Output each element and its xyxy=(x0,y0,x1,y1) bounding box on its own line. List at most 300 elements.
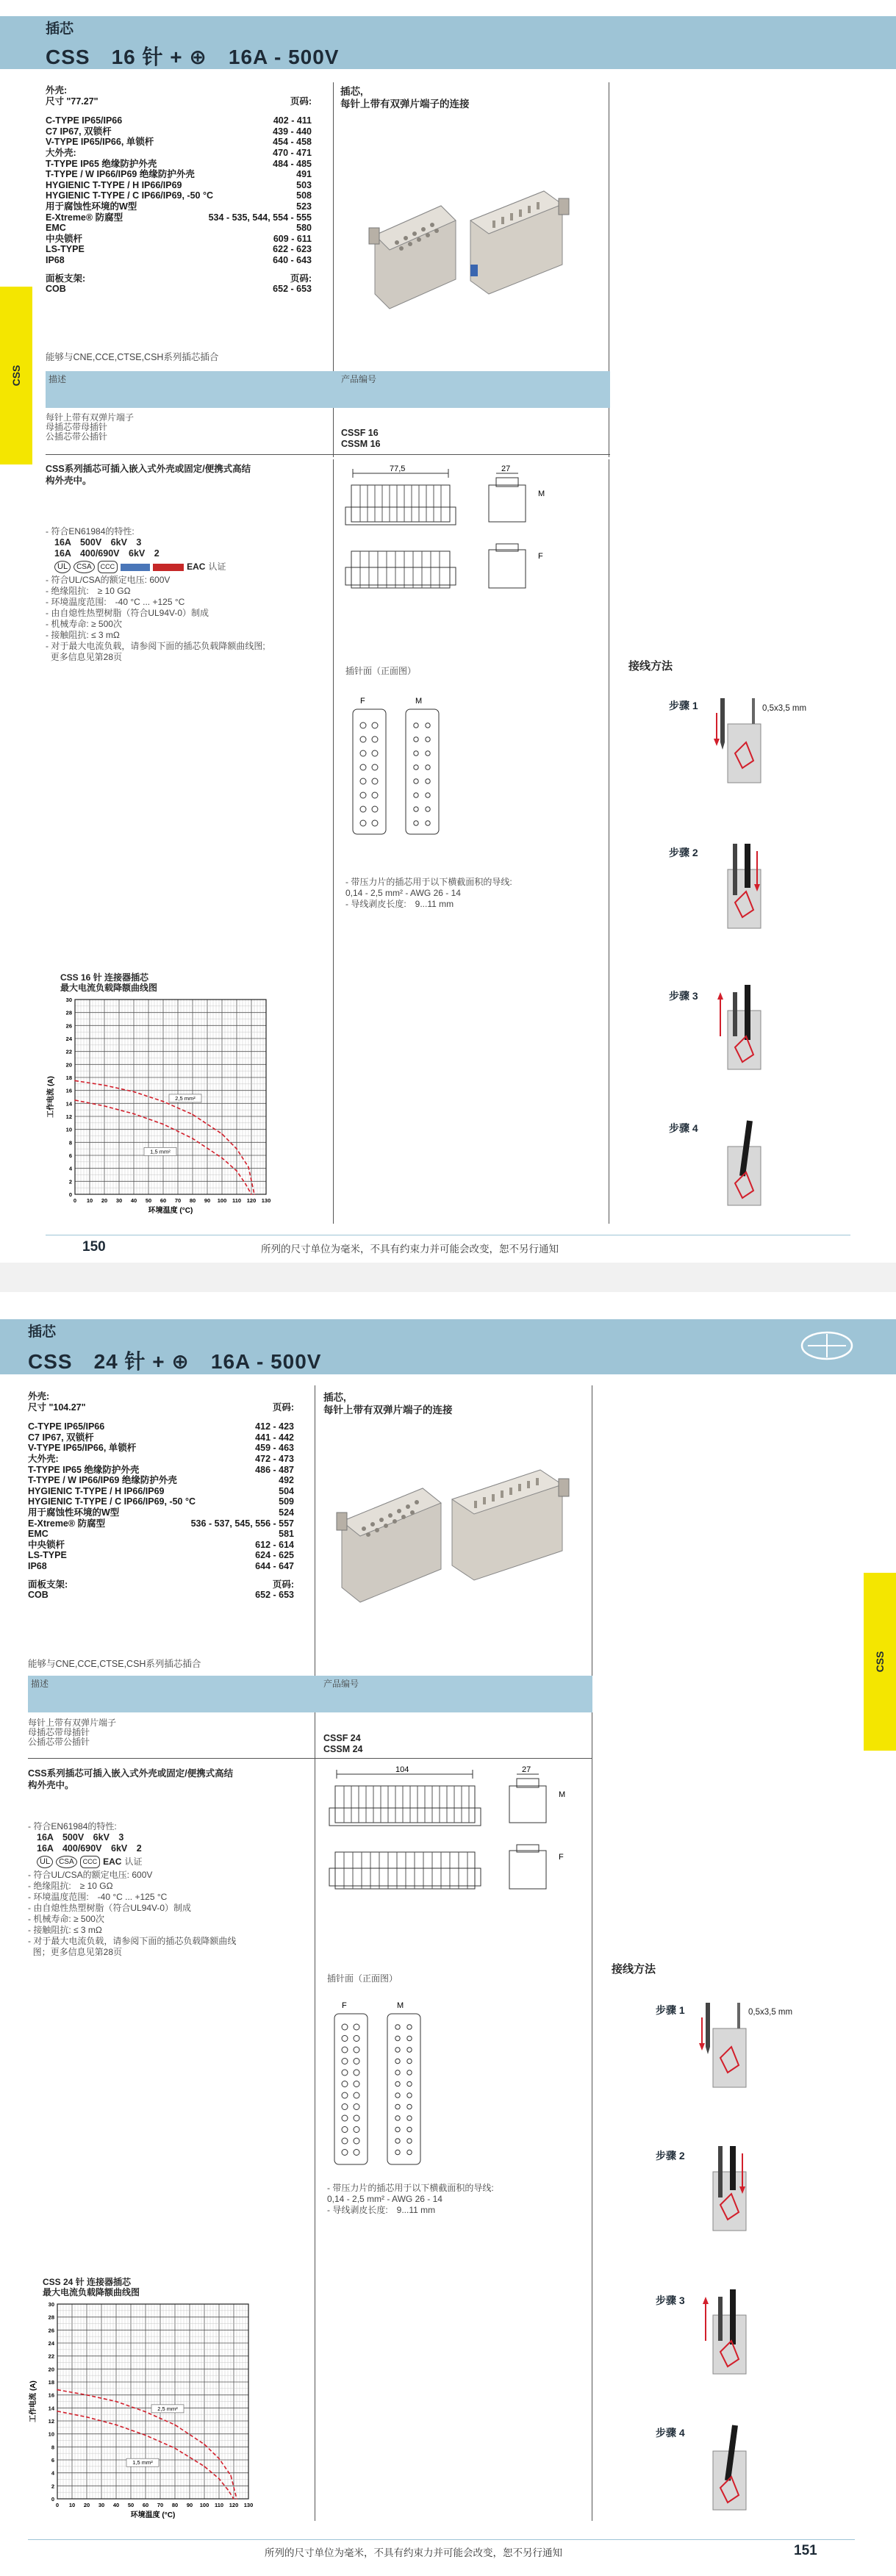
housing-name: LS-TYPE xyxy=(28,1550,67,1561)
female-socket xyxy=(372,722,378,728)
page-header xyxy=(0,16,896,69)
female-socket xyxy=(354,2024,359,2030)
x-tick-label: 40 xyxy=(112,2502,120,2508)
category-label: 插芯 xyxy=(28,1324,57,1340)
step-4-label: 步骤 4 xyxy=(656,2427,685,2439)
x-axis-label: 环境温度 (°C) xyxy=(148,1207,193,1215)
y-tick-label: 16 xyxy=(48,2392,54,2399)
spec-item: 图；更多信息见第28页 xyxy=(28,1947,123,1957)
x-tick-label: 130 xyxy=(261,1197,271,1204)
label-m: M xyxy=(559,1790,566,1799)
step-1-illustration xyxy=(717,698,768,786)
data-point xyxy=(86,2417,87,2418)
y-tick-label: 0 xyxy=(51,2496,54,2503)
female-socket xyxy=(342,2036,348,2042)
y-tick-label: 6 xyxy=(51,2457,54,2464)
y-tick-label: 16 xyxy=(65,1087,72,1094)
page-number: 151 xyxy=(794,2543,817,2558)
series-line-2-5mm xyxy=(57,2390,237,2499)
male-pin xyxy=(414,723,418,728)
data-point xyxy=(133,1091,135,1093)
data-point xyxy=(204,2444,205,2445)
insert-title: 插芯, 每针上带有双弹片端子的连接 xyxy=(323,1392,453,1416)
housing-name: C-TYPE IP65/IP66 xyxy=(28,1421,105,1432)
spec-item: - 由自熄性热塑树脂（符合UL94V-0）制成 xyxy=(46,608,209,618)
female-socket xyxy=(354,2036,359,2042)
step-4-illustration xyxy=(702,2425,753,2514)
code-male: CSSM 16 xyxy=(341,439,381,449)
housing-page: 612 - 614 xyxy=(255,1539,294,1550)
page-gap xyxy=(0,1263,896,1292)
housing-name: EMC xyxy=(46,223,66,234)
y-tick-label: 26 xyxy=(65,1022,72,1030)
step-3-label: 步骤 3 xyxy=(669,990,698,1002)
housing-page: 484 - 485 xyxy=(273,158,312,169)
dim-depth: 27 xyxy=(501,464,511,473)
x-tick-label: 10 xyxy=(68,2502,76,2508)
y-tick-label: 8 xyxy=(68,1139,72,1147)
data-point xyxy=(74,1080,76,1082)
derating-chart xyxy=(26,2297,269,2532)
male-pin xyxy=(426,779,430,783)
male-pin xyxy=(414,779,418,783)
spec-item: - 机械寿命: ≥ 500次 xyxy=(28,1914,104,1924)
x-tick-label: 80 xyxy=(189,1197,196,1204)
female-insert-image xyxy=(337,1488,441,1602)
ccc-icon: CCC xyxy=(98,561,118,573)
ul-icon: UL xyxy=(54,561,71,573)
spec-item: - 对于最大电流负载，请参阅下面的插芯负载降额曲线 xyxy=(28,1936,237,1946)
data-point xyxy=(145,2435,146,2436)
tool-size: 0,5x3,5 mm xyxy=(762,704,807,713)
housing-page: 402 - 411 xyxy=(273,115,312,126)
male-pin xyxy=(426,807,430,811)
male-pin xyxy=(407,2036,412,2040)
step-1-label: 步骤 1 xyxy=(656,2004,685,2016)
housing-row xyxy=(46,244,312,255)
data-point xyxy=(86,2394,87,2396)
housing-row xyxy=(28,1432,294,1443)
female-socket xyxy=(354,2070,359,2075)
housing-page: 640 - 643 xyxy=(273,254,312,265)
housing-name: T-TYPE IP65 绝缘防护外壳 xyxy=(28,1464,140,1475)
derating-chart xyxy=(44,992,287,1227)
x-tick-label: 50 xyxy=(127,2502,135,2508)
y-tick-label: 18 xyxy=(65,1074,72,1081)
male-pin xyxy=(426,821,430,825)
svg-text:F: F xyxy=(342,2001,347,2010)
housing-name: 大外壳: xyxy=(46,147,76,158)
housing-row xyxy=(28,1529,294,1540)
brand-logo xyxy=(798,1330,856,1362)
data-point xyxy=(145,2411,146,2413)
female-socket xyxy=(372,820,378,826)
housing-page: 624 - 625 xyxy=(255,1550,294,1561)
category-label: 插芯 xyxy=(46,21,74,37)
series-note: CSS系列插芯可插入嵌入式外壳或固定/便携式高结 构外壳中。 xyxy=(28,1768,234,1790)
housing-row xyxy=(28,1465,294,1476)
housing-name: T-TYPE / W IP66/IP69 绝缘防护外壳 xyxy=(28,1475,177,1486)
step-2-label: 步骤 2 xyxy=(656,2150,685,2161)
data-point xyxy=(57,2411,58,2412)
female-socket xyxy=(342,2115,348,2121)
step-2-illustration xyxy=(717,844,768,932)
y-tick-label: 24 xyxy=(65,1036,72,1042)
male-pin xyxy=(407,2150,412,2154)
dnv-icon xyxy=(121,564,150,571)
data-point xyxy=(74,1099,76,1101)
x-axis-label: 环境温度 (°C) xyxy=(130,2511,176,2519)
x-tick-label: 100 xyxy=(199,2502,209,2508)
x-tick-label: 20 xyxy=(101,1197,108,1204)
male-pin xyxy=(407,2139,412,2143)
series-line-2-5mm xyxy=(75,1080,254,1194)
male-pin xyxy=(395,2104,400,2109)
housing-name: V-TYPE IP65/IP66, 单锁杆 xyxy=(28,1443,137,1454)
male-pin xyxy=(426,723,430,728)
female-socket xyxy=(342,2024,348,2030)
page-title: CSS 24 针 + ⊕ 16A - 500V xyxy=(28,1350,322,1373)
male-pin xyxy=(414,765,418,769)
data-point xyxy=(192,1114,193,1116)
y-tick-label: 24 xyxy=(48,2340,54,2347)
data-point xyxy=(221,1158,223,1159)
housing-row xyxy=(28,1550,294,1561)
spec-item: - 机械寿命: ≥ 500次 xyxy=(46,619,122,629)
housing-name: HYGIENIC T-TYPE / H IP66/IP69 xyxy=(46,179,182,190)
housing-row xyxy=(28,1454,294,1465)
housing-page: 459 - 463 xyxy=(255,1443,294,1454)
housing-row xyxy=(28,1540,294,1551)
male-pin xyxy=(426,765,430,769)
housing-page: 644 - 647 xyxy=(255,1560,294,1571)
female-socket xyxy=(360,764,366,770)
spec-item: - 接触阻抗: ≤ 3 mΩ xyxy=(28,1925,102,1935)
female-socket xyxy=(372,778,378,784)
svg-text:M: M xyxy=(397,2001,404,2010)
cert-logos: UL CSA CCC EAC 认证 xyxy=(46,561,265,573)
y-tick-label: 28 xyxy=(48,2314,54,2321)
spec-item: - 环境温度范围: -40 °C ... +125 °C xyxy=(46,597,185,607)
female-socket xyxy=(342,2127,348,2133)
housing-row xyxy=(46,223,312,234)
housing-row xyxy=(46,148,312,159)
female-socket xyxy=(372,736,378,742)
dimension-drawing xyxy=(345,463,544,647)
data-point xyxy=(115,2401,117,2403)
male-pin xyxy=(395,2093,400,2098)
male-pin xyxy=(395,2025,400,2029)
dim-width: 104 xyxy=(395,1765,409,1774)
housing-page: 454 - 458 xyxy=(273,137,312,148)
male-pin xyxy=(426,751,430,756)
housing-row xyxy=(28,1561,294,1572)
housing-name: T-TYPE / W IP66/IP69 绝缘防护外壳 xyxy=(46,169,195,180)
housing-row xyxy=(28,1486,294,1497)
pin-face-drawing xyxy=(345,695,448,842)
male-pin xyxy=(395,2036,400,2040)
male-pin xyxy=(395,2048,400,2052)
housing-row xyxy=(46,137,312,148)
step-3-illustration xyxy=(702,2289,753,2378)
x-tick-label: 80 xyxy=(171,2502,179,2508)
data-point xyxy=(218,2478,220,2480)
y-tick-label: 0 xyxy=(68,1191,72,1198)
x-tick-label: 0 xyxy=(55,2502,60,2508)
data-point xyxy=(204,2466,205,2467)
spec-item: - 绝缘阻抗: ≥ 10 GΩ xyxy=(46,586,131,596)
x-tick-label: 10 xyxy=(86,1197,93,1204)
female-socket xyxy=(342,2138,348,2144)
housing-row xyxy=(28,1496,294,1507)
legend-label-2-5mm: 2,5 mm² xyxy=(157,2405,178,2412)
female-socket xyxy=(354,2104,359,2110)
csa-icon: CSA xyxy=(56,1856,77,1868)
y-tick-label: 2 xyxy=(68,1178,72,1185)
housing-row xyxy=(46,234,312,245)
female-socket xyxy=(360,792,366,798)
table-header: 描述 产品编号 xyxy=(46,371,610,408)
female-socket xyxy=(372,806,378,812)
male-pin xyxy=(426,793,430,797)
data-point xyxy=(115,2425,117,2426)
male-pin xyxy=(426,737,430,742)
male-pin xyxy=(395,2150,400,2154)
svg-text:M: M xyxy=(415,697,423,706)
y-tick-label: 10 xyxy=(48,2430,54,2438)
housing-row xyxy=(46,159,312,170)
data-point xyxy=(236,1170,237,1172)
female-socket xyxy=(354,2115,359,2121)
housing-name: C7 IP67, 双锁杆 xyxy=(28,1432,94,1443)
housing-page: 504 xyxy=(279,1485,294,1496)
spec-item: - 符合UL/CSA的额定电压: 600V xyxy=(28,1870,153,1880)
housing-name: HYGIENIC T-TYPE / C IP66/IP69, -50 °C xyxy=(28,1496,196,1507)
male-pin xyxy=(414,737,418,742)
front-view-label: 插针面（正面图） xyxy=(327,1973,398,1984)
housing-name: IP68 xyxy=(28,1560,47,1571)
housing-name: HYGIENIC T-TYPE / C IP66/IP69, -50 °C xyxy=(46,190,213,201)
compat-note: 能够与CNE,CCE,CTSE,CSH系列插芯插合 xyxy=(28,1659,201,1669)
spec-item: - 对于最大电流负载，请参阅下面的插芯负载降额曲线图; xyxy=(46,641,265,651)
housing-page: 609 - 611 xyxy=(273,233,312,244)
housing-page: 412 - 423 xyxy=(255,1421,294,1432)
housing-name: HYGIENIC T-TYPE / H IP66/IP69 xyxy=(28,1485,165,1496)
female-socket xyxy=(354,2092,359,2098)
spec-block: - 符合EN61984的特性: 16A 500V 6kV 3 16A 400/690V 6kV 2 UL CSA CCC EAC 认证 - 符合UL/CSA的额定电压: 600V - 绝缘阻抗: ≥ 10 GΩ - 环境温度范围: -40 °C ... +125 °C - 由自熄性热塑树脂（符合UL94V-0）制成 - 机械寿命: ≥ 500次 - 接触阻抗: ≤ 3 mΩ - 对于最大电流负载，请参阅下面的插芯负载降额曲线图; 更多信息见第28页 xyxy=(46,526,265,662)
legend-label-2-5mm: 2,5 mm² xyxy=(175,1094,196,1102)
x-tick-label: 50 xyxy=(145,1197,152,1204)
y-tick-label: 4 xyxy=(68,1165,72,1172)
step-4-illustration xyxy=(717,1121,768,1209)
male-insert-image xyxy=(470,191,569,294)
spec-block: - 符合EN61984的特性: 16A 500V 6kV 3 16A 400/690V 6kV 2 UL CSA CCC EAC 认证 - 符合UL/CSA的额定电压: 600V - 绝缘阻抗: ≥ 10 GΩ - 环境温度范围: -40 °C ... +125 °C - 由自熄性热塑树脂（符合UL94V-0）制成 - 机械寿命: ≥ 500次 - 接触阻抗: ≤ 3 mΩ - 对于最大电流负载，请参阅下面的插芯负载降额曲线 图；更多信息见第28页 xyxy=(28,1821,237,1957)
housing-name: E-Xtreme® 防腐型 xyxy=(28,1518,106,1529)
y-tick-label: 14 xyxy=(65,1100,72,1108)
chart-title: CSS 16 针 连接器插芯 最大电流负载降额曲线图 xyxy=(60,972,158,993)
male-pin xyxy=(407,2116,412,2120)
housing-name: T-TYPE IP65 绝缘防护外壳 xyxy=(46,158,157,169)
spec-item: - 符合UL/CSA的额定电压: 600V xyxy=(46,575,171,585)
side-tab[interactable]: CSS xyxy=(0,287,32,464)
spec-item: - 由自熄性热塑树脂（符合UL94V-0）制成 xyxy=(28,1903,192,1913)
y-tick-label: 22 xyxy=(48,2353,54,2360)
female-socket xyxy=(360,722,366,728)
female-socket xyxy=(372,750,378,756)
x-tick-label: 40 xyxy=(130,1197,137,1204)
step-3-illustration xyxy=(717,985,768,1073)
data-point xyxy=(230,2475,232,2476)
code-female: CSSF 24 xyxy=(323,1733,361,1743)
housing-page: 622 - 623 xyxy=(273,244,312,255)
housing-row xyxy=(46,201,312,212)
housing-page: 491 xyxy=(296,169,312,180)
x-tick-label: 120 xyxy=(229,2502,239,2508)
female-socket xyxy=(342,2092,348,2098)
male-pin xyxy=(407,2070,412,2075)
male-pin xyxy=(414,751,418,756)
housing-row xyxy=(46,115,312,126)
data-point xyxy=(251,1194,252,1195)
male-pin xyxy=(407,2048,412,2052)
housing-list: 外壳: 尺寸 "104.27" 页码: C-TYPE IP65/IP66 412 - 423 C7 IP67, 双锁杆 441 - 442 V-TYPE IP65/IP66, 单锁杆 459 - 463 大外壳: 472 - 473 T-TYPE IP65 绝缘防护外壳 486 - 487 T-TYPE / W IP66/IP69 绝缘防护外壳 492 HYGIENIC T-TYPE / H IP66/IP69 504 HYGIENIC T-TYPE / C IP66/IP69, -50 °C 509 用于腐蚀性环境的W型 524 E-Xtreme® 防腐型 536 - 537, 545, 556 - 557 EMC 581 中央锁杆 612 - 614 LS-TYPE 624 - 625 IP68 644 - 647 面板支架: 页码: COB 652 - 653 xyxy=(28,1391,294,1601)
y-tick-label: 2 xyxy=(51,2483,54,2490)
housing-name: C7 IP67, 双锁杆 xyxy=(46,126,112,137)
code-male: CSSM 24 xyxy=(323,1744,363,1754)
male-insert-image xyxy=(452,1470,569,1580)
male-pin xyxy=(414,807,418,811)
housing-name: V-TYPE IP65/IP66, 单锁杆 xyxy=(46,137,154,148)
female-socket xyxy=(354,2150,359,2156)
housing-page: 536 - 537, 545, 556 - 557 xyxy=(190,1518,294,1529)
step-2-illustration xyxy=(702,2146,753,2234)
housing-row xyxy=(28,1421,294,1432)
housing-page: 524 xyxy=(279,1507,294,1518)
x-tick-label: 70 xyxy=(174,1197,182,1204)
y-tick-label: 14 xyxy=(48,2405,54,2412)
svg-text:F: F xyxy=(360,697,365,706)
female-socket xyxy=(354,2059,359,2064)
data-point xyxy=(104,1085,105,1086)
x-tick-label: 30 xyxy=(98,2502,105,2508)
housing-page: 486 - 487 xyxy=(255,1464,294,1475)
male-pin xyxy=(395,2070,400,2075)
step-1-illustration xyxy=(702,2003,753,2091)
page-number: 150 xyxy=(82,1239,106,1255)
side-tab[interactable]: CSS xyxy=(864,1573,896,1751)
housing-row xyxy=(28,1507,294,1518)
female-socket xyxy=(342,2150,348,2156)
tool-size: 0,5x3,5 mm xyxy=(748,2008,793,2017)
x-tick-label: 100 xyxy=(217,1197,227,1204)
spec-item: - 绝缘阻抗: ≥ 10 GΩ xyxy=(28,1881,113,1891)
eac-icon: EAC xyxy=(103,1856,122,1867)
data-point xyxy=(104,1105,105,1107)
ul-icon: UL xyxy=(37,1856,53,1868)
product-photo xyxy=(360,191,581,323)
y-tick-label: 4 xyxy=(51,2469,54,2477)
x-tick-label: 130 xyxy=(243,2502,254,2508)
data-point xyxy=(192,1138,193,1139)
footer-note: 所列的尺寸单位为毫米，不具有约束力并可能会改变，恕不另行通知 xyxy=(261,1244,559,1255)
male-pin xyxy=(414,821,418,825)
spec-item: 更多信息见第28页 xyxy=(46,652,123,662)
legend-label-1-5mm: 1,5 mm² xyxy=(132,2459,153,2466)
y-tick-label: 22 xyxy=(65,1048,72,1055)
housing-page: 472 - 473 xyxy=(255,1453,294,1464)
female-socket xyxy=(342,2104,348,2110)
x-tick-label: 120 xyxy=(246,1197,257,1204)
housing-name: 用于腐蚀性环境的W型 xyxy=(28,1507,120,1518)
insert-title: 插芯, 每针上带有双弹片端子的连接 xyxy=(340,86,470,110)
female-socket xyxy=(342,2059,348,2064)
male-pin xyxy=(407,2104,412,2109)
y-tick-label: 12 xyxy=(65,1113,72,1120)
female-socket xyxy=(360,806,366,812)
product-photo xyxy=(331,1470,573,1610)
female-socket xyxy=(360,820,366,826)
table-header: 描述 产品编号 xyxy=(28,1676,592,1712)
male-pin xyxy=(395,2116,400,2120)
dimension-drawing xyxy=(329,1764,572,1948)
label-m: M xyxy=(538,489,545,498)
pin-face-drawing xyxy=(327,1999,430,2168)
x-tick-label: 60 xyxy=(160,1197,167,1204)
y-tick-label: 10 xyxy=(65,1126,72,1133)
housing-name: LS-TYPE xyxy=(46,244,85,255)
housing-page: 441 - 442 xyxy=(255,1432,294,1443)
x-tick-label: 60 xyxy=(142,2502,149,2508)
step-4-label: 步骤 4 xyxy=(669,1122,698,1134)
y-tick-label: 20 xyxy=(48,2366,54,2373)
housing-name: E-Xtreme® 防腐型 xyxy=(46,212,123,223)
front-view-label: 插针面（正面图） xyxy=(345,666,417,676)
male-pin xyxy=(407,2059,412,2063)
female-socket xyxy=(360,750,366,756)
housing-list: 外壳: 尺寸 "77.27" 页码: C-TYPE IP65/IP66 402 - 411 C7 IP67, 双锁杆 439 - 440 V-TYPE IP65/IP66, 单锁杆 454 - 458 大外壳: 470 - 471 T-TYPE IP65 绝缘防护外壳 484 - 485 T-TYPE / W IP66/IP69 绝缘防护外壳 491 HYGIENIC T-TYPE / H IP66/IP69 503 HYGIENIC T-TYPE / C IP66/IP69, -50 °C 508 用于腐蚀性环境的W型 523 E-Xtreme® 防腐型 534 - 535, 544, 554 - 555 EMC 580 中央锁杆 609 - 611 LS-TYPE 622 - 623 IP68 640 - 643 面板支架: 页码: COB 652 - 653 xyxy=(46,85,312,295)
housing-name: IP68 xyxy=(46,254,65,265)
y-tick-label: 26 xyxy=(48,2327,54,2334)
footer-note: 所列的尺寸单位为毫米，不具有约束力并可能会改变，恕不另行通知 xyxy=(265,2547,562,2559)
eac-icon: EAC xyxy=(187,562,206,572)
housing-page: 470 - 471 xyxy=(273,147,312,158)
dim-depth: 27 xyxy=(522,1765,531,1774)
female-socket xyxy=(354,2127,359,2133)
data-point xyxy=(236,1148,237,1149)
data-point xyxy=(254,1194,255,1195)
housing-page: 581 xyxy=(279,1529,294,1540)
data-point xyxy=(248,1166,249,1168)
housing-name: C-TYPE IP65/IP66 xyxy=(46,115,123,126)
male-pin xyxy=(407,2081,412,2086)
housing-row xyxy=(46,169,312,180)
ccc-icon: CCC xyxy=(80,1856,101,1868)
housing-row xyxy=(46,255,312,266)
series-note: CSS系列插芯可插入嵌入式外壳或固定/便携式高结 构外壳中。 xyxy=(46,464,251,486)
male-pin xyxy=(395,2139,400,2143)
y-tick-label: 28 xyxy=(65,1009,72,1016)
data-point xyxy=(133,1113,135,1115)
y-tick-label: 8 xyxy=(51,2444,54,2451)
male-pin xyxy=(395,2081,400,2086)
csa-icon: CSA xyxy=(74,561,95,573)
housing-row xyxy=(46,190,312,201)
y-axis-label: 工作电流 (A) xyxy=(29,2381,37,2422)
female-socket xyxy=(354,2081,359,2087)
housing-row xyxy=(28,1443,294,1454)
wire-spec: - 带压力片的插芯用于以下横截面积的导线: 0,14 - 2,5 mm² - AWG 26 - 14 - 导线剥皮长度: 9...11 mm xyxy=(345,877,512,909)
legend-label-1-5mm: 1,5 mm² xyxy=(150,1148,171,1155)
